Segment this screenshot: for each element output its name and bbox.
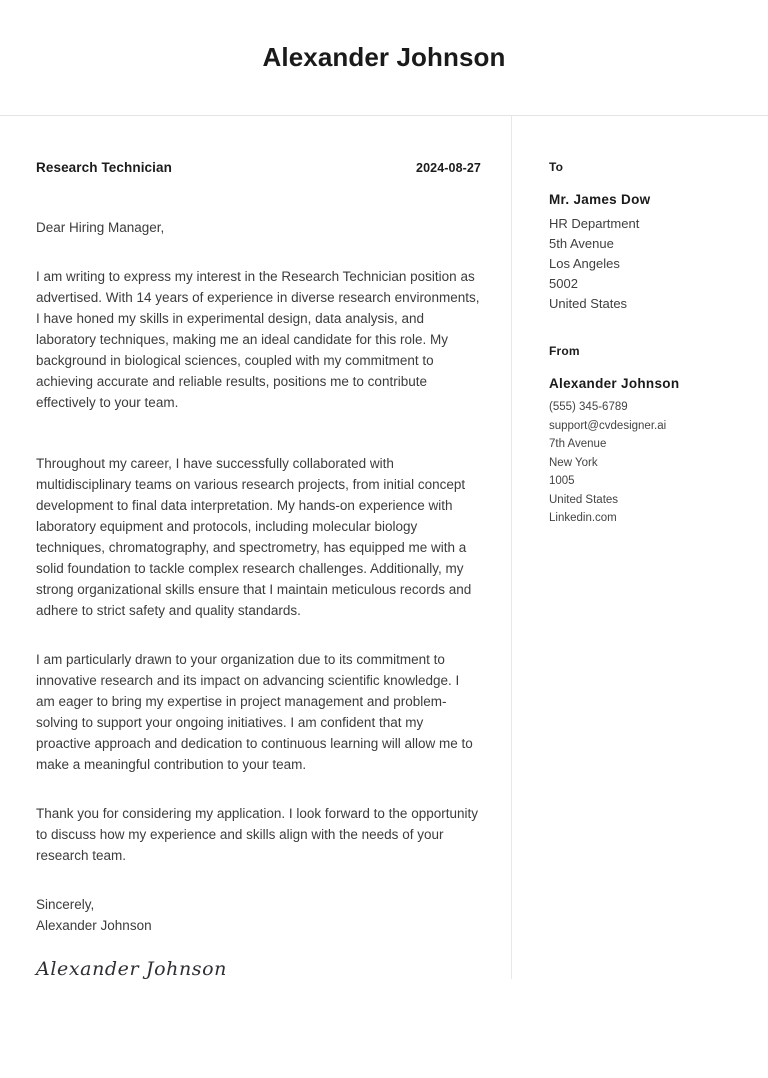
sender-label: From: [549, 344, 580, 358]
recipient-line: Los Angeles: [549, 256, 620, 271]
sender-line: United States: [549, 493, 619, 506]
letter-paragraph: I am particularly drawn to your organization due to its commitment to innovative research and its impact on advancing scientific knowledge. I am eager to bring my expertise in project management and problem-solving to support your ongoing initiatives. I am confident that my proactive approach and dedication to continuous learning will allow me to make a meaningful contribution to your team.: [36, 652, 473, 772]
sender-phone: (555) 345-6789: [549, 401, 628, 413]
letter-date: 2024-08-27: [416, 161, 481, 175]
closing-salutation: Sincerely,: [36, 897, 95, 912]
sender-website: Linkedin.com: [549, 512, 617, 524]
document-body: [0, 116, 768, 1078]
recipient-label: To: [549, 160, 564, 174]
sender-line: 7th Avenue: [549, 438, 607, 450]
sender-email: support@cvdesigner.ai: [549, 419, 667, 432]
signature-block: [36, 958, 481, 981]
job-title: Research Technician: [36, 160, 172, 175]
letter-column: [0, 116, 511, 981]
letter-paragraph: Thank you for considering my application. I look forward to the opportunity to discuss how my experience and skills align with the needs of your research team.: [36, 806, 478, 863]
signature-image: Alexander Johnson: [36, 958, 228, 980]
recipient-line: United States: [549, 296, 628, 311]
salutation: Dear Hiring Manager,: [36, 220, 165, 235]
contact-sidebar: [512, 116, 768, 558]
recipient-line: 5002: [549, 276, 578, 291]
document-header: [0, 0, 768, 115]
recipient-section: [549, 160, 748, 314]
letter-paragraph: I am writing to express my interest in the Research Technician position as advertised. With 14 years of experience in diverse research environments, I have honed my skills in experimental design, data analysis, and laboratory techniques, making me an ideal candidate for this role. My background in biological sciences, coupled with my commitment to achieving accurate and reliable results, positions me to contribute effectively to your team.: [36, 269, 480, 410]
letter-meta: [36, 160, 481, 175]
recipient-name: Mr. James Dow: [549, 192, 651, 207]
closing-name: Alexander Johnson: [36, 918, 152, 933]
recipient-line: 5th Avenue: [549, 236, 614, 251]
sender-section: [549, 344, 748, 528]
sender-name: Alexander Johnson: [549, 376, 680, 391]
sender-line: 1005: [549, 475, 575, 487]
recipient-line: HR Department: [549, 216, 640, 231]
letter-paragraph: Throughout my career, I have successfully collaborated with multidisciplinary teams on various research projects, from initial concept development to final data interpretation. My hands-on experience with laboratory equipment and protocols, including molecular biology techniques, chromatography, and spectrometry, has equipped me with a solid foundation to tackle complex research challenges. Additionally, my strong organizational skills ensure that I maintain meticulous records and adhere to strict safety and quality standards.: [36, 456, 472, 618]
page-title: Alexander Johnson: [262, 42, 506, 73]
sender-line: New York: [549, 456, 598, 469]
